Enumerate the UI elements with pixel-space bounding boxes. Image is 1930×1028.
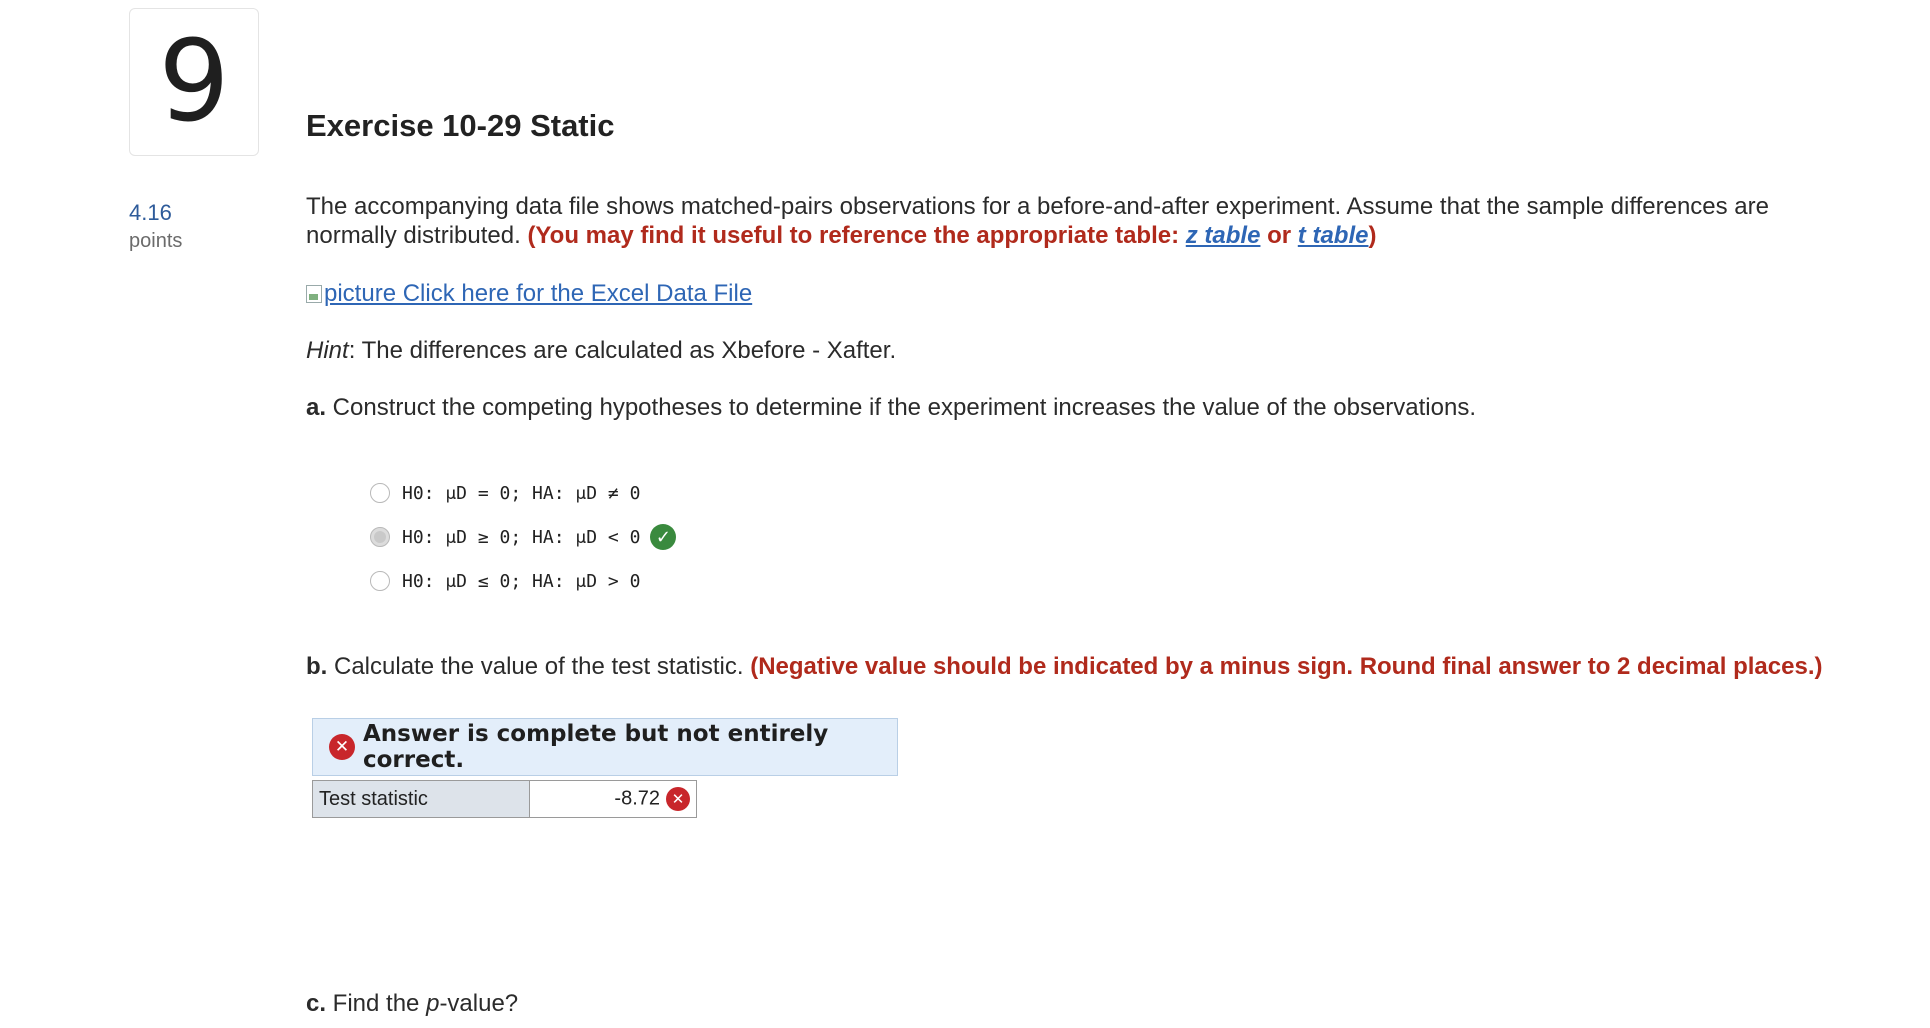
option-text: H0: μD ≤ 0; HA: μD > 0 — [402, 570, 641, 592]
part-b-label: b. — [306, 653, 328, 680]
points-value: 4.16 — [129, 200, 172, 225]
z-table-link[interactable] — [1186, 222, 1261, 249]
hint-text: : The differences are calculated as Xbefore - Xafter. — [348, 337, 897, 364]
table-note-prefix: (You may find it useful to reference the appropriate table: — [527, 222, 1186, 249]
z-table-link-text: z table — [1185, 222, 1261, 249]
table-note-suffix: ) — [1368, 222, 1377, 249]
part-b-text: Calculate the value of the test statistic. — [327, 653, 751, 680]
hypothesis-option-1[interactable] — [370, 478, 640, 508]
incorrect-icon: ✕ — [329, 734, 355, 760]
part-c-question — [306, 990, 518, 1018]
broken-image-icon — [306, 285, 322, 303]
t-table-link[interactable] — [1298, 222, 1369, 249]
answer-table — [312, 780, 697, 818]
part-c-text-after: -value? — [439, 990, 519, 1017]
option-text: H0: μD ≥ 0; HA: μD < 0 — [402, 526, 641, 548]
part-a-label: a. — [306, 394, 327, 421]
hypothesis-option-2[interactable] — [370, 522, 676, 552]
test-statistic-label: Test statistic — [313, 781, 530, 818]
test-statistic-value: -8.72 — [614, 787, 660, 810]
part-b-note: (Negative value should be indicated by a minus sign. Round final answer to 2 decimal places.) — [750, 653, 1823, 680]
radio-button[interactable] — [370, 483, 390, 503]
question-number-box — [129, 8, 259, 156]
part-c-text-before: Find the — [326, 990, 427, 1017]
part-a-question — [306, 394, 1476, 422]
hint-label: Hint — [306, 337, 349, 364]
radio-button[interactable] — [370, 571, 390, 591]
excel-link-text: picture Click here for the Excel Data File — [324, 280, 753, 307]
answer-status-text: Answer is complete but not entirely correct. — [363, 721, 829, 773]
question-number: 9 — [158, 17, 230, 147]
part-c-label: c. — [306, 990, 327, 1017]
table-note — [527, 222, 1376, 249]
check-icon: ✓ — [650, 524, 676, 550]
hint — [306, 337, 896, 365]
answer-status-banner — [312, 718, 898, 776]
table-row — [313, 781, 697, 818]
intro-paragraph — [306, 192, 1846, 250]
part-a-text: Construct the competing hypotheses to determine if the experiment increases the value of the observations. — [326, 394, 1476, 421]
excel-data-link[interactable] — [306, 280, 752, 307]
option-text: H0: μD = 0; HA: μD ≠ 0 — [402, 482, 641, 504]
incorrect-icon: ✕ — [666, 787, 690, 811]
part-c-p: p — [426, 990, 440, 1017]
t-table-link-text: t table — [1297, 222, 1369, 249]
or-text: or — [1260, 222, 1298, 249]
test-statistic-cell[interactable] — [530, 781, 697, 818]
intro-text: The accompanying data file shows matched-pairs observations for a before-and-after experiment. Assume that the sample differences are normally distributed. — [306, 193, 1769, 249]
excel-link-row — [306, 280, 752, 308]
points-label: points — [129, 230, 183, 252]
question-title: Exercise 10-29 Static — [306, 108, 615, 143]
radio-button-selected[interactable] — [370, 527, 390, 547]
hypothesis-option-3[interactable] — [370, 566, 640, 596]
part-b-question — [306, 652, 1866, 681]
